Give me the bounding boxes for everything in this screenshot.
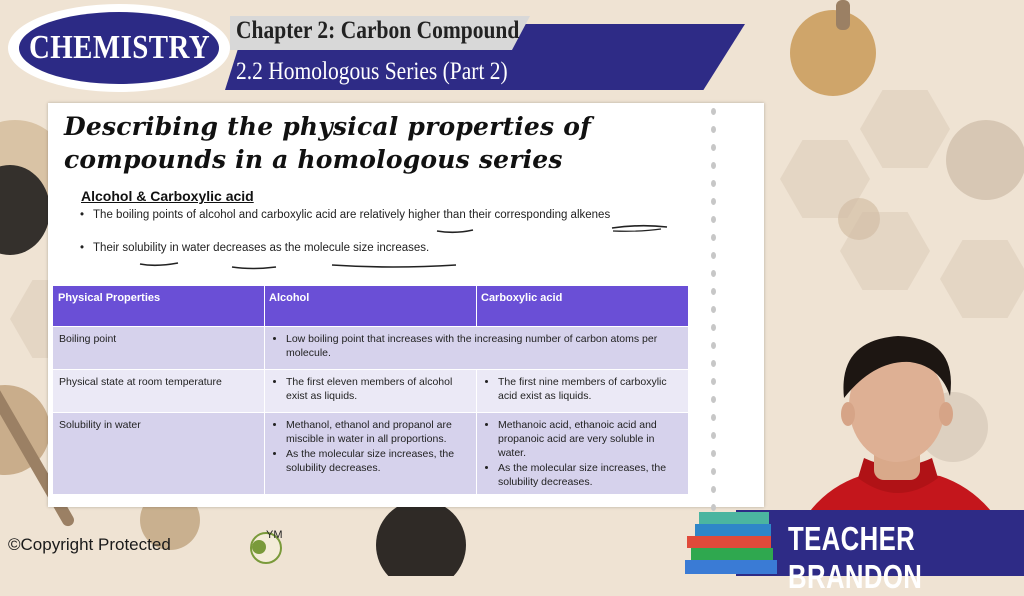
alcohol-cell [264,413,476,481]
bullet-item: • The boiling points of alcohol and carboxylic acid are relatively higher than their corresponding alkenes [80,209,610,221]
property-cell: Physical state at room temperature [59,376,222,388]
bullet-item: • Their solubility in water decreases as the molecule size increases. [80,242,429,254]
table-header-row [53,286,688,326]
acid-cell [476,370,688,409]
cell-bullet: • Methanol, ethanol and propanol are miscible in water in all proportions. [286,418,470,446]
cell-bullet: • As the molecular size increases, the solubility decreases. [498,461,682,489]
cell-bullet: • As the molecular size increases, the solubility decreases. [286,447,470,475]
presenter-name: TEACHER BRANDON [788,520,923,595]
table-row [53,370,688,412]
properties-table [53,286,688,494]
cell-bullet: • Methanoic acid, ethanoic acid and propanoic acid are very soluble in water. [498,418,682,460]
merged-cell [264,327,688,366]
section-heading: Alcohol & Carboxylic acid [81,188,254,204]
property-cell: Solubility in water [59,419,141,431]
lesson-subtitle: 2.2 Homologous Series (Part 2) [236,58,508,85]
slide-title: Describing the physical properties of compounds in a homologous series [64,112,592,174]
table-row [53,327,688,369]
cell-bullet: • Low boiling point that increases with the increasing number of carbon atoms per molecule. [286,332,682,360]
property-cell: Boiling point [59,333,117,345]
copyright-notice: ©Copyright Protected [8,535,171,554]
cell-bullet: • The first nine members of carboxylic acid exist as liquids. [498,375,682,403]
chapter-title: Chapter 2: Carbon Compound [236,17,520,44]
ym-logo-text: YM [266,529,283,541]
cell-bullet: • The first eleven members of alcohol exist as liquids. [286,375,470,403]
table-header-cell: Alcohol [269,292,310,304]
table-header-cell: Carboxylic acid [481,292,563,304]
books-icon [681,504,781,576]
table-row [53,413,688,494]
acid-cell [476,413,688,495]
table-header-cell: Physical Properties [58,292,161,304]
alcohol-cell [264,370,476,409]
logo-text: CHEMISTRY [28,29,210,66]
